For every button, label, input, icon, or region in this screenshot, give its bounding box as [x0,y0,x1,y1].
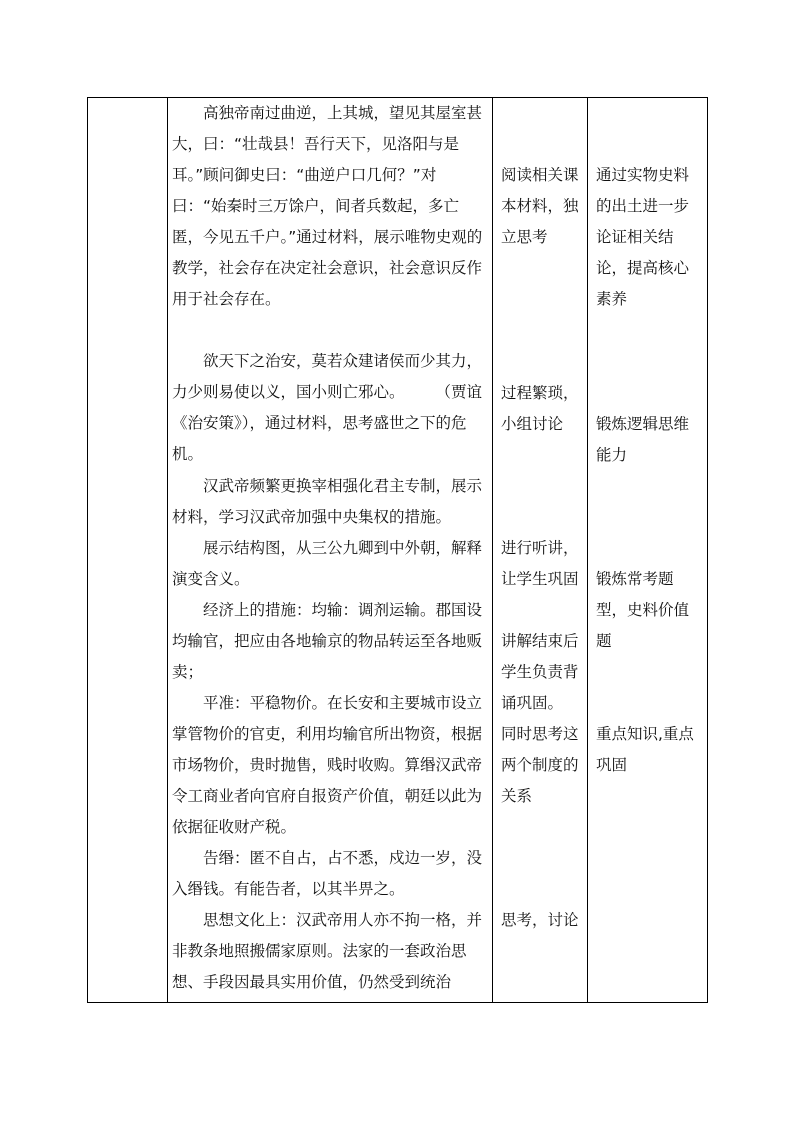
student-activity-cell [493,98,588,1003]
content-paragraph: 告缗：匿不自占，占不悉，戍边一岁，没入缗钱。有能告者，以其半畀之。 [172,849,483,898]
content-paragraph: 欲天下之治安，莫若众建诸侯而少其力，力少则易使以义，国小则亡邪心。 （贾谊《治安策》），通过材料，思考盛世之下的危机。 [172,352,483,463]
activity-text: 过程繁琐，小组讨论 [501,384,579,433]
activity-text: 讲解结束后学生负责背诵巩固。 [501,632,579,712]
section-cell [88,98,168,1003]
intent-text: 重点知识,重点巩固 [596,725,694,774]
content-paragraph: 思想文化上：汉武帝用人亦不拘一格，并非教条地照搬儒家原则。法家的一套政治思想、手段因最具实用价值，仍然受到统治 [172,911,483,991]
activity-text: 思考，讨论 [501,911,579,929]
content-paragraph: 经济上的措施：均输：调剂运输。郡国设均输官，把应由各地输京的物品转运至各地贩卖； [172,601,483,681]
activity-text: 阅读相关课本材料，独立思考 [501,166,579,246]
content-paragraph: 汉武帝频繁更换宰相强化君主专制，展示材料，学习汉武帝加强中央集权的措施。 [172,477,483,526]
content-paragraph: 平准：平稳物价。在长安和主要城市设立掌管物价的官吏，利用均输官所出物资，根据市场物价，贵时抛售，贱时收购。算缗汉武帝令工商业者向官府自报资产价值，朝廷以此为依据征收财产税。 [172,694,483,836]
content-paragraph: 展示结构图，从三公九卿到中外朝，解释演变含义。 [172,539,483,588]
lesson-plan-table [87,97,708,1003]
design-intent-cell [588,98,708,1003]
content-paragraph: 高独帝南过曲逆，上其城，望见其屋室甚大，曰：“壮哉县！吾行天下，见洛阳与是耳。”顾问御史曰：“曲逆户口几何？”对曰：“始秦时三万馀户，间者兵数起，多亡匿，今见五千户。”通过材料，展示唯物史观的教学，社会存在决定社会意识，社会意识反作用于社会存在。 [172,104,483,308]
intent-text: 锻炼常考题型，史料价值题 [596,570,690,650]
intent-text: 锻炼逻辑思维能力 [596,415,690,464]
table-row [88,98,708,1003]
teaching-content-cell [168,98,493,1003]
activity-text: 进行听讲，让学生巩固 [501,539,579,588]
intent-text: 通过实物史料的出土进一步论证相关结论，提高核心素养 [596,166,690,308]
activity-text: 同时思考这两个制度的关系 [501,725,579,805]
